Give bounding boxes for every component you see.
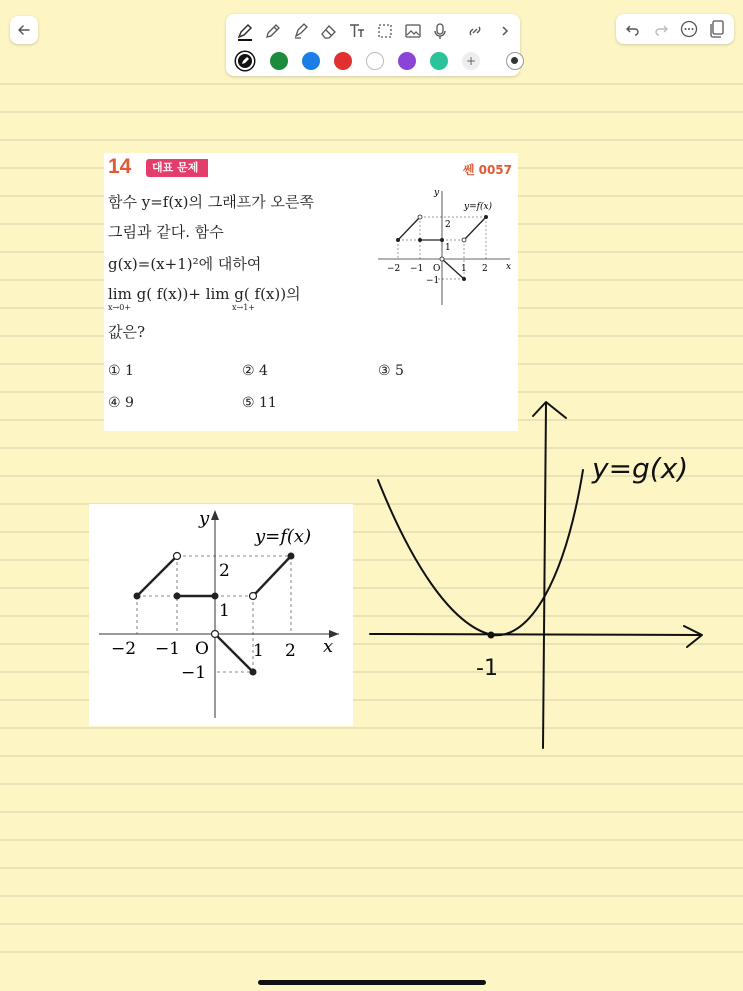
problem-line-4: lim g( f(x))+ lim g( f(x))의 [108, 285, 301, 303]
choice-1: ① 1 [108, 363, 134, 379]
problem-badge: 대표 문제 [146, 159, 208, 177]
small-graph-y-label: y [434, 188, 440, 198]
lim-subscript-2: x→1+ [232, 303, 256, 312]
small-graph-xtick-neg1: −1 [410, 264, 424, 274]
choice-3: ③ 5 [378, 363, 404, 379]
problem-line-1: 함수 y=f(x)의 그래프가 오른쪽 [108, 193, 314, 211]
large-graph-xtick-neg2: −2 [111, 639, 137, 659]
small-graph-ytick-2: 2 [445, 220, 451, 230]
large-graph-ytick-neg1: −1 [181, 663, 207, 683]
small-graph-ytick-1: 1 [445, 243, 451, 253]
ink-y-arrow [533, 402, 566, 418]
large-graph-ytick-2: 2 [219, 561, 230, 581]
small-graph-xtick-1: 1 [461, 264, 467, 274]
problem-line-3: g(x)=(x+1)²에 대하여 [108, 255, 262, 273]
small-graph-xtick-2: 2 [482, 264, 488, 274]
small-graph-xtick-neg2: −2 [387, 264, 401, 274]
problem-reference: 쎈 0057 [462, 163, 512, 177]
large-graph-x-label: x [323, 636, 334, 657]
large-graph-xtick-neg1: −1 [155, 639, 181, 659]
ink-x-arrow [684, 626, 702, 647]
ink-parabola [378, 470, 583, 635]
large-graph-xtick-2: 2 [285, 641, 296, 661]
small-graph-origin: O [433, 264, 441, 274]
problem-number: 14 [108, 155, 132, 178]
large-graph-function-label: y=f(x) [255, 526, 312, 547]
small-graph-function-label: y=f(x) [464, 202, 493, 212]
add-color-button[interactable]: + [462, 52, 480, 70]
home-indicator[interactable] [258, 980, 486, 985]
choice-4: ④ 9 [108, 395, 134, 411]
large-graph-xtick-1: 1 [253, 641, 264, 661]
ink-vertex-dot [488, 632, 495, 639]
large-graph-ytick-1: 1 [219, 601, 230, 621]
ink-vertex-label: -1 [476, 656, 498, 681]
small-graph-x-label: x [506, 262, 512, 272]
lim-subscript-1: x→0+ [108, 303, 132, 312]
large-graph-y-label: y [199, 508, 210, 529]
choice-5: ⑤ 11 [242, 395, 277, 411]
ink-y-axis [543, 404, 546, 748]
small-graph-ytick-neg1: −1 [426, 276, 440, 286]
problem-line-2: 그림과 같다. 함수 [108, 223, 224, 241]
problem-line-5: 값은? [108, 323, 146, 341]
ink-x-axis [370, 634, 700, 635]
choice-2: ② 4 [242, 363, 268, 379]
ink-curve-label: y=g(x) [592, 452, 689, 485]
large-graph-origin: O [195, 639, 209, 659]
